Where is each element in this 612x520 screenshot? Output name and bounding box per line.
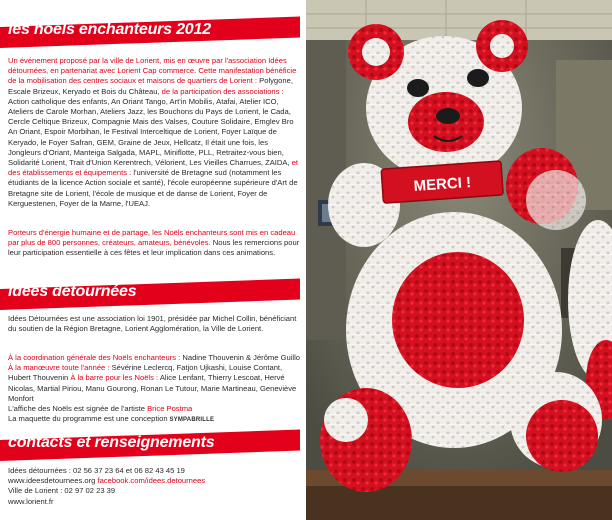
paragraph-credits (8, 353, 300, 425)
section-title-idees: idées détournées (8, 283, 137, 300)
thanks-red-text: Porteurs d'énergie humaine et de partage, les Noëls enchanteurs sont mis en cadeau par plus de 800 personnes, créateurs, amateurs, bénévoles. (8, 228, 296, 248)
associations-label: de la participation des associations : (161, 86, 284, 96)
paragraph-thanks (8, 228, 300, 259)
merci-sign-text: MERCI ! (413, 174, 472, 195)
paragraph-association (8, 314, 300, 334)
contact-website-link[interactable]: www.ideesdetournees.org (8, 476, 96, 486)
contacts-block (8, 466, 300, 507)
thanks-text: Nous les remercions pour leur participation essentielle à ces fêtes et leur implication dans ces animations. (8, 238, 300, 258)
paragraph-event-intro (8, 56, 300, 209)
etablissements-label: et des établissements et équipements : (8, 158, 299, 178)
affiche-text: L'affiche des Noëls est signée de l'artiste (8, 404, 145, 414)
manoeuvre-label: À la manœuvre toute l'année : (8, 363, 110, 373)
designer-name: SYMPABRILLE (167, 417, 215, 424)
teddy-bear-photo (306, 0, 612, 520)
etablissements-list: l'université de Bretagne sud (notamment les étudiants de la licence Action sociale et santé), l'école européenne supérieure d'Art de Bretagne site de Lorient, l'école de musique et de danse de Lorient, Foyer de Kerguestenen, Foyer de la Marne, l'UEAJ. (8, 168, 298, 208)
associations-list: Action catholique des enfants, An Oriant Tango, Art'in Mobilis, Atafai, Atelier ICO, Ateliers de Carole Morhan, Ateliers Jazz, les Bouchons du Pays de Lorient, le Cada, Cercle Celtique Brizeux, Compagnie Mais des Valses, Couture Solidaire, Emglev Bro An Oriant, Espoir Morbihan, le Festival Interceltique de Lorient, Foyer Laïque de Keryado, le Foyer Safran, GEM, Graine de Jeux, Hellcatz, Il était une fois, les Jongleurs d'Oriant, Manteiga Salgada, MAPL, Miniflotte, PLL, Retraitez-vous bien, Solidarité Lorient, Trait d'Union Kerentrech, Vélorient, Les Vieilles Charrues, ZAIDA, (8, 96, 294, 168)
artist-name: Brice Postma (145, 404, 193, 414)
contact-lorient-link[interactable]: www.lorient.fr (8, 496, 54, 506)
section-title-contacts: contacts et renseignements (8, 434, 215, 451)
intro-text: Un événement proposé par la ville de Lorient, mis en œuvre par l'association Idées détournées, en partenariat avec Lorient Cap commerce. (8, 56, 287, 76)
maquette-text: La maquette du programme est une conception (8, 414, 168, 424)
contact-facebook-link[interactable]: facebook.com/idees.detournees (95, 476, 206, 486)
contact-idees-phone: Idées détournées : 02 56 37 23 64 et 06 82 43 45 19 (8, 466, 185, 475)
barre-label: À la barre pour les Noëls : (68, 373, 159, 383)
coordination-label: À la coordination générale des Noëls enchanteurs : (8, 353, 181, 362)
coordination-names: Nadine Thouvenin & Jérôme Guillo (180, 353, 300, 362)
centres-list: Polygone, Escale Brizeux, Keryado et Bois du Château, (8, 76, 293, 96)
association-text: Idées Détournées est une association loi 1901, présidée par Michel Collin, bénéficiant du soutien de la Région Bretagne, Lorient Agglomération, la Ville de Lorient. (8, 314, 297, 334)
photo-illustration (306, 0, 612, 520)
barre-names: Alice Lenfant, Thierry Lescoat, Hervé Nicolas, Martial Piriou, Manu Gourong, Ronan Le Tutour, Marie Martineau, Geneviève Monfort (8, 373, 297, 403)
contact-ville-phone: Ville de Lorient : 02 97 02 23 39 (8, 486, 116, 496)
mobilisation-text: Cette manifestation bénéficie de la mobilisation des centres sociaux et maisons de quartiers de Lorient : (8, 66, 297, 86)
manoeuvre-names: Sévérine Leclercq, Fatjon Ujkashi, Louise Contant, Hubert Thouvenin (8, 363, 283, 383)
section-title-noels: les noëls enchanteurs 2012 (8, 21, 211, 38)
